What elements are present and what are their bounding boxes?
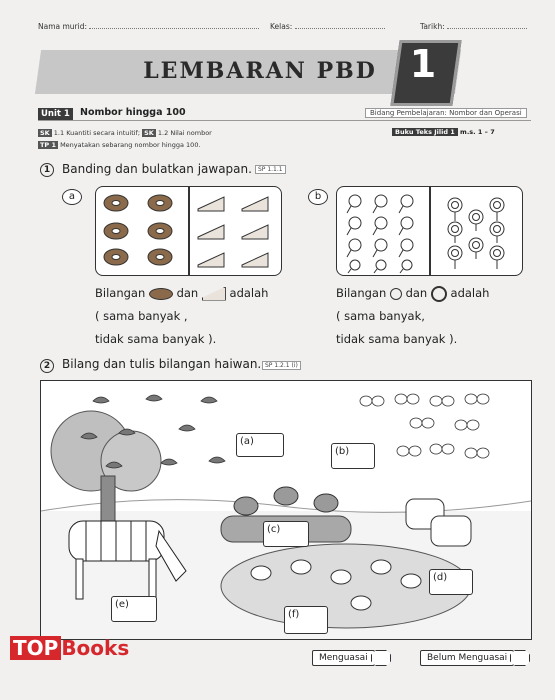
tarikh-label: Tarikh: — [420, 22, 445, 31]
sk-tag: SK — [40, 129, 50, 137]
duck-icon — [401, 574, 421, 588]
belum-menguasai-checkbox-icon[interactable] — [510, 650, 530, 666]
spiral-lollipop-icon — [448, 198, 462, 221]
tarikh-field[interactable] — [420, 22, 527, 31]
answer-box-c[interactable]: (c) — [263, 521, 309, 547]
cake-inline-icon — [202, 287, 226, 301]
spiral-lollipop-icon — [469, 210, 483, 231]
answer-box-f[interactable]: (f) — [284, 606, 328, 634]
part-a-mid: dan — [176, 286, 199, 300]
part-b-option-2[interactable]: tidak sama banyak ). — [336, 332, 458, 346]
part-a-label: a — [62, 189, 82, 205]
animal-scene — [40, 380, 532, 640]
part-a-line1 — [95, 282, 295, 305]
cake-slice-icon — [198, 197, 224, 211]
butterfly-icon — [410, 418, 434, 428]
question-2-text: Bilang dan tulis bilangan haiwan. — [62, 357, 262, 371]
donut-inline-icon — [149, 288, 173, 300]
menguasai-checkbox-icon[interactable] — [371, 650, 391, 666]
textbook-label: Buku Teks Jilid 1 — [392, 128, 458, 136]
topbooks-logo — [10, 636, 129, 660]
answer-box-b[interactable]: (b) — [331, 443, 375, 469]
sk-text-2: 1.2 Nilai nombor — [157, 129, 212, 137]
lollipop-icon — [347, 217, 361, 235]
frog-icon — [274, 487, 298, 505]
butterfly-icon — [395, 394, 419, 404]
menguasai-button[interactable]: Menguasai — [312, 650, 375, 666]
question-1-number: 1 — [40, 163, 54, 177]
textbook-pages: m.s. 1 – 7 — [460, 128, 495, 136]
butterfly-icon — [465, 394, 489, 404]
tp-text: Menyatakan sebarang nombor hingga 100. — [60, 141, 201, 149]
butterfly-icon — [455, 420, 479, 430]
lollipop-icon — [373, 217, 387, 235]
frog-icon — [234, 497, 258, 515]
question-2-number: 2 — [40, 359, 54, 373]
part-b-post: adalah — [450, 286, 490, 300]
duck-icon — [351, 596, 371, 610]
sk-tag-2: SK — [144, 129, 154, 137]
bird-icon — [146, 395, 162, 401]
sk-text-1: 1.1 Kuantiti secara intuitif; — [53, 129, 141, 137]
lollipop-icon — [373, 239, 387, 257]
textbook-ref — [392, 128, 495, 136]
spiral-lollipop-icon — [490, 246, 504, 269]
logo-books: Books — [61, 636, 130, 660]
butterfly-icon — [430, 396, 454, 406]
sk-line — [38, 129, 212, 137]
butterfly-icon — [465, 448, 489, 458]
lollipop-icon — [400, 260, 412, 273]
tp-tag: TP 1 — [40, 141, 56, 149]
answer-box-e[interactable]: (e) — [111, 596, 157, 622]
part-b-pre: Bilangan — [336, 286, 387, 300]
question-1-sp: SP 1.1.1 — [255, 165, 286, 174]
cake-slice-icon — [198, 253, 224, 267]
part-b-answer — [336, 282, 536, 351]
answer-box-a[interactable]: (a) — [236, 433, 284, 457]
question-2-sp: SP 1.2.1 (i) — [262, 361, 301, 370]
duck-icon — [371, 560, 391, 574]
spiral-lollipop-icon — [448, 222, 462, 243]
cake-slice-icon — [242, 197, 268, 211]
part-a-panel — [95, 186, 282, 276]
cake-slice-icon — [242, 225, 268, 239]
part-a-option-1[interactable]: ( sama banyak , — [95, 309, 188, 323]
lollipop-icon — [399, 239, 413, 257]
answer-box-d[interactable]: (d) — [429, 569, 473, 595]
kelas-field[interactable] — [270, 22, 385, 31]
cake-slice-icon — [242, 253, 268, 267]
spiral-lollipop-icon — [490, 198, 504, 221]
lollipop-icon — [399, 217, 413, 235]
part-a-option-2[interactable]: tidak sama banyak ). — [95, 332, 217, 346]
bidang-label: Bidang Pembelajaran: Nombor dan Operasi — [365, 108, 527, 118]
part-a-illustration — [96, 187, 281, 275]
page-title: LEMBARAN PBD — [143, 58, 377, 84]
unit-badge: Unit 1 — [38, 108, 73, 120]
question-1-text: Banding dan bulatkan jawapan. — [62, 162, 252, 176]
bird-icon — [201, 397, 217, 403]
part-b-panel — [336, 186, 523, 276]
duck-icon — [331, 570, 351, 584]
lollipop-icon — [373, 195, 387, 213]
part-b-mid: dan — [405, 286, 428, 300]
butterfly-icon — [360, 396, 384, 406]
sheet-number: 1 — [409, 42, 437, 86]
lollipop-icon — [347, 239, 361, 257]
part-b-illustration — [337, 187, 522, 275]
lollipop-inline-icon — [390, 288, 402, 300]
belum-menguasai-button[interactable]: Belum Menguasai — [420, 650, 514, 666]
part-a-pre: Bilangan — [95, 286, 146, 300]
part-a-answer — [95, 282, 295, 351]
spiral-lollipop-inline-icon — [431, 286, 447, 302]
bird-icon — [209, 457, 225, 463]
bird-icon — [93, 397, 109, 403]
spiral-lollipop-icon — [490, 222, 504, 243]
nama-field[interactable] — [38, 22, 259, 31]
part-b-line1 — [336, 282, 536, 305]
donut-icon-group — [104, 195, 172, 265]
lollipop-icon — [348, 260, 360, 273]
part-b-label: b — [308, 189, 328, 205]
duck-icon — [251, 566, 271, 580]
spiral-lollipop-icon — [469, 238, 483, 259]
spiral-lollipop-icon — [448, 246, 462, 269]
nama-label: Nama murid: — [38, 22, 88, 31]
butterfly-icon — [397, 446, 421, 456]
tp-line — [38, 141, 201, 149]
butterfly-icon — [430, 444, 454, 454]
part-a-post: adalah — [229, 286, 269, 300]
kelas-label: Kelas: — [270, 22, 293, 31]
logo-top: TOP — [10, 636, 61, 660]
part-b-option-1[interactable]: ( sama banyak, — [336, 309, 425, 323]
lollipop-icon — [399, 195, 413, 213]
bird-icon — [161, 459, 177, 465]
unit-title: Nombor hingga 100 — [80, 107, 186, 118]
frog-icon — [314, 494, 338, 512]
duck-icon — [291, 560, 311, 574]
bird-icon — [179, 425, 195, 431]
cow-icon — [431, 516, 471, 546]
lollipop-icon — [374, 260, 386, 273]
cake-slice-icon — [198, 225, 224, 239]
lollipop-icon — [347, 195, 361, 213]
